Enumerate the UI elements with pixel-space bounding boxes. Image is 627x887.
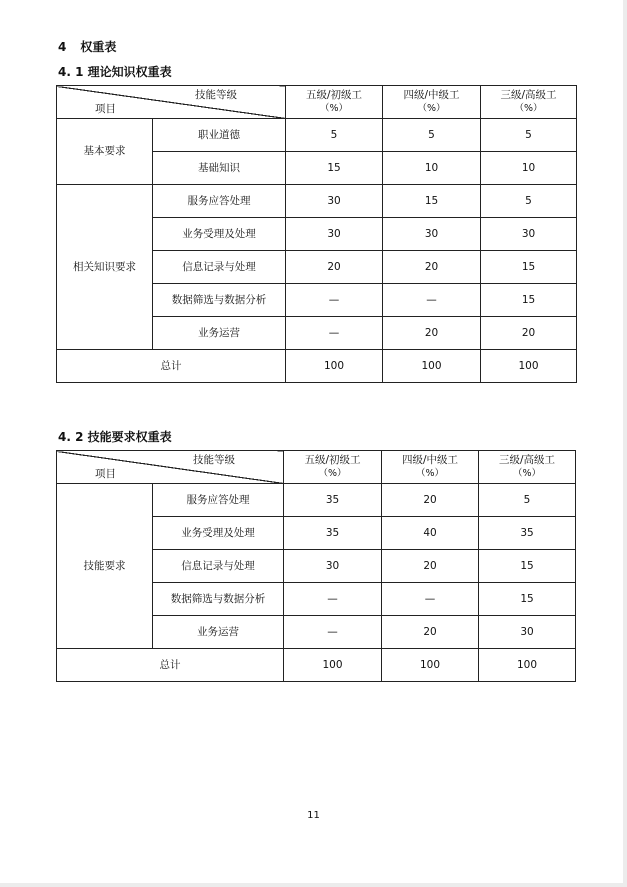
skill-weight-table <box>56 450 576 682</box>
value-cell: 5 <box>481 119 577 152</box>
level-name: 五级/初级工 <box>304 454 361 466</box>
value-cell: — <box>286 284 383 317</box>
total-value-cell: 100 <box>479 649 576 682</box>
item-cell: 服务应答处理 <box>153 484 284 517</box>
group-label-cell: 技能要求 <box>57 484 153 649</box>
table-2-heading: 4. 2 技能要求权重表 <box>58 430 172 444</box>
value-cell: 20 <box>382 550 479 583</box>
value-cell: 15 <box>479 550 576 583</box>
value-cell: 15 <box>479 583 576 616</box>
value-cell: 5 <box>481 185 577 218</box>
value-cell: 20 <box>382 616 479 649</box>
value-cell: 15 <box>481 251 577 284</box>
value-cell: 30 <box>286 185 383 218</box>
value-cell: — <box>382 583 479 616</box>
table-header-row <box>57 86 577 119</box>
value-cell: 30 <box>284 550 382 583</box>
diagonal-header-cell <box>57 451 284 484</box>
total-row <box>57 350 577 383</box>
total-value-cell: 100 <box>284 649 382 682</box>
level-name: 三级/高级工 <box>498 454 556 466</box>
value-cell: 10 <box>383 152 481 185</box>
value-cell: — <box>286 317 383 350</box>
header-skill-level: 技能等级 <box>193 454 235 466</box>
level-unit: （%） <box>318 468 347 479</box>
item-cell: 信息记录与处理 <box>153 550 284 583</box>
level-header-cell <box>481 86 577 119</box>
table-row <box>57 185 577 218</box>
value-cell: 30 <box>481 218 577 251</box>
value-cell: 15 <box>383 185 481 218</box>
total-label-cell: 总计 <box>57 350 286 383</box>
group-label-cell: 相关知识要求 <box>57 185 153 350</box>
total-row <box>57 649 576 682</box>
level-header-cell <box>383 86 481 119</box>
value-cell: 5 <box>383 119 481 152</box>
item-cell: 服务应答处理 <box>153 185 286 218</box>
item-cell: 数据筛选与数据分析 <box>153 284 286 317</box>
total-value-cell: 100 <box>481 350 577 383</box>
level-name: 四级/中级工 <box>403 89 460 101</box>
group-label-cell: 基本要求 <box>57 119 153 185</box>
header-item: 项目 <box>95 468 116 480</box>
value-cell: 20 <box>286 251 383 284</box>
total-value-cell: 100 <box>383 350 481 383</box>
value-cell: 5 <box>286 119 383 152</box>
level-header-cell <box>479 451 576 484</box>
value-cell: 30 <box>383 218 481 251</box>
diagonal-header-cell <box>57 86 286 119</box>
value-cell: — <box>383 284 481 317</box>
section-heading <box>58 38 116 55</box>
value-cell: 5 <box>479 484 576 517</box>
level-header-cell <box>284 451 382 484</box>
value-cell: 40 <box>382 517 479 550</box>
table-row <box>57 484 576 517</box>
total-label-cell: 总计 <box>57 649 284 682</box>
value-cell: 10 <box>481 152 577 185</box>
value-cell: 35 <box>284 517 382 550</box>
item-cell: 业务受理及处理 <box>153 218 286 251</box>
header-item: 项目 <box>95 103 116 115</box>
level-name: 三级/高级工 <box>500 89 557 101</box>
value-cell: 15 <box>481 284 577 317</box>
item-cell: 职业道德 <box>153 119 286 152</box>
page-number: 11 <box>307 810 320 821</box>
item-cell: 业务运营 <box>153 317 286 350</box>
section-title: 权重表 <box>80 40 117 54</box>
value-cell: 30 <box>286 218 383 251</box>
value-cell: 20 <box>383 317 481 350</box>
item-cell: 信息记录与处理 <box>153 251 286 284</box>
theory-weight-table <box>56 85 577 383</box>
level-header-cell <box>382 451 479 484</box>
value-cell: 35 <box>479 517 576 550</box>
item-cell: 业务受理及处理 <box>153 517 284 550</box>
level-unit: （%） <box>512 468 542 479</box>
value-cell: 20 <box>383 251 481 284</box>
section-number: 4 <box>58 40 67 54</box>
item-cell: 基础知识 <box>153 152 286 185</box>
level-name: 五级/初级工 <box>305 89 363 101</box>
level-name: 四级/中级工 <box>401 454 459 466</box>
table-row <box>57 119 577 152</box>
level-unit: （%） <box>417 103 446 114</box>
value-cell: 20 <box>481 317 577 350</box>
value-cell: — <box>284 616 382 649</box>
value-cell: — <box>284 583 382 616</box>
page-edge-shadow <box>623 0 627 887</box>
value-cell: 35 <box>284 484 382 517</box>
total-value-cell: 100 <box>382 649 479 682</box>
table-header-row <box>57 451 576 484</box>
item-cell: 数据筛选与数据分析 <box>153 583 284 616</box>
page-edge-shadow <box>0 883 627 887</box>
header-skill-level: 技能等级 <box>195 89 237 101</box>
value-cell: 15 <box>286 152 383 185</box>
table-1-heading: 4. 1 理论知识权重表 <box>58 65 172 79</box>
level-unit: （%） <box>415 468 445 479</box>
level-unit: （%） <box>514 103 543 114</box>
item-cell: 业务运营 <box>153 616 284 649</box>
value-cell: 30 <box>479 616 576 649</box>
value-cell: 20 <box>382 484 479 517</box>
level-header-cell <box>286 86 383 119</box>
total-value-cell: 100 <box>286 350 383 383</box>
level-unit: （%） <box>319 103 349 114</box>
